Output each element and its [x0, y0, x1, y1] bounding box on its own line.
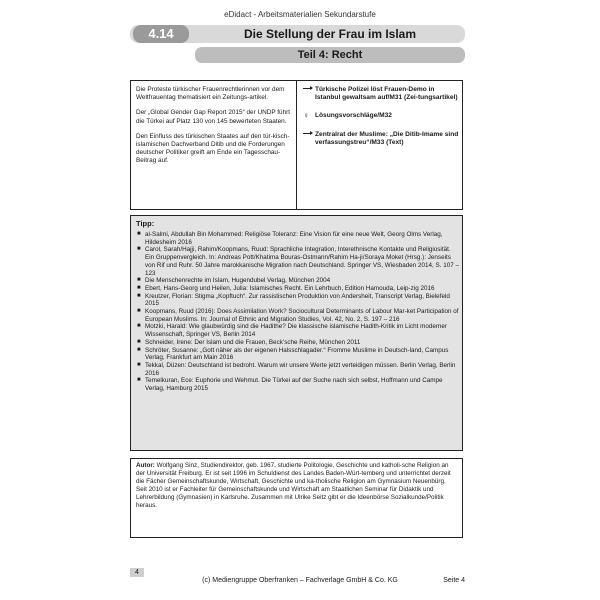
tip-item — [136, 277, 459, 285]
tip-text: Die Menschenrechte im Islam, Hugendubel Verlag, München 2004 — [145, 277, 331, 285]
tip-text: Schneider, Irene: Der Islam und die Frauen, Beck’sche Reihe, München 2011 — [145, 338, 361, 346]
tip-item — [136, 323, 459, 338]
bullet-icon: ■ — [137, 323, 141, 330]
intro-left-column — [136, 86, 292, 173]
arrow-icon — [303, 86, 312, 94]
tip-item — [136, 377, 459, 392]
tip-text: Carol, Sarah/Hajji, Rahim/Koopmans, Ruud: Sprachliche Integration, Interethnische Kontakte und Religiosität. Ein Gruppenvergleich. In: Andreas Pott/Khatima Bouras-Ostmann/Rahim Ha-ji/Soraya Moket (Hrsg.): Jenseits von Rif und Ruhr. 50 Jahre marokkanische Migration nach Deutschland. Springer VS, Wiesbaden 2014, S. 107 – 123 — [145, 246, 459, 277]
tip-text: Schröter, Susanne: „Gott näher als der eigenen Halsschlagader.“ Fromme Muslime in Deutsch-land, Campus Verlag, Frankfurt am Main 2016 — [145, 346, 449, 362]
material-item — [302, 112, 460, 120]
tip-item — [136, 362, 459, 377]
arrow-icon — [303, 131, 312, 139]
bullet-icon: ■ — [137, 308, 141, 315]
tip-list — [136, 231, 459, 393]
tip-item — [136, 347, 459, 362]
footer-page-label: Seite 4 — [443, 577, 465, 584]
footer-copyright: (c) Mediengruppe Oberfranken – Fachverlage GmbH & Co. KG — [202, 577, 398, 584]
material-item — [302, 86, 460, 102]
bullet-icon: ■ — [137, 346, 141, 353]
bullet-icon: ■ — [137, 338, 141, 345]
tip-text: Motzki, Harald: Wie glaubwürdig sind die Hadithe? Die klassische islamische Hadith-Kritik im Licht moderner Wissenschaft, Springer VS, Berlin 2014 — [145, 323, 448, 339]
tip-text: Temelkuran, Ece: Euphorie und Wehmut. Die Türkei auf der Suche nach sich selbst, Hoffmann und Campe Verlag, Hamburg 2015 — [145, 377, 443, 393]
material-label: Lösungsvorschläge/M32 — [315, 112, 392, 120]
bullet-icon: ■ — [137, 284, 141, 291]
tip-text: Kreutzer, Florian: Stigma „Kopftuch“. Zur rassistischen Produktion von Andersheit, Transcript Verlag, Bielefeld 2015 — [145, 292, 450, 308]
tip-text: Koopmans, Ruud (2016): Does Assimilation Work? Sociocultural Determinants of Labour Mar-ket Participation of European Muslims. In: Journal of Ethnic and Migration Studies, Vol. 42, No. 2, S. 197 – 216 — [145, 308, 459, 323]
tip-text: Tekkal, Düzen: Deutschland ist bedroht. Warum wir unsere Werte jetzt verteidigen müssen. Berlin Verlag, Berlin 2016 — [145, 361, 456, 377]
tip-item — [136, 285, 459, 293]
bullet-icon: ■ — [137, 231, 141, 237]
bullet-icon: ■ — [137, 277, 141, 284]
bullet-icon: ■ — [137, 292, 141, 299]
column-divider — [296, 81, 297, 209]
tip-text: Ebert, Hans-Georg und Heilen, Julia: Islamisches Recht. Ein Lehrbuch, Edition Hamouda, Leip-zig 2016 — [145, 284, 435, 292]
publisher-line: eDidact - Arbeitsmaterialien Sekundarstufe — [224, 10, 376, 19]
bullet-icon: ■ — [137, 246, 141, 253]
tip-item — [136, 246, 459, 277]
chapter-number: 4.14 — [133, 25, 189, 43]
page-title: Die Stellung der Frau im Islam — [243, 27, 417, 41]
footer-page-number: 4 — [130, 568, 144, 577]
tip-box — [130, 215, 463, 451]
bullet-icon: ■ — [137, 377, 141, 384]
page-subtitle: Teil 4: Recht — [195, 47, 465, 63]
intro-box — [130, 80, 463, 210]
material-label: Türkische Polizei löst Frauen-Demo in Istanbul gewaltsam auf/M31 (Zei-tungsartikel) — [315, 86, 458, 102]
intro-paragraph: Den Einfluss des türkischen Staates auf den tür-kisch-islamischen Dachverband Ditib und die Forderungen deutscher Politiker greift am Ende ein Tagesschau-Beitrag auf. — [136, 132, 290, 165]
author-text: Wolfgang Sinz, Studiendirektor, geb. 1967, studierte Politologie, Geschichte und katholi-sche Religion an der Universität Freiburg. Er ist seit 1996 im Schuldienst des Landes Baden-Würt-temberg und unterrichtet derzeit die Fächer Gemeinschaftskunde, Wirtschaft, Geschichte und ka-tholische Religion am Gymnasium Neuenbürg. Seit 2010 ist er Fachleiter für Gemeinschaftskunde und Wirtschaft am Staatlichen Seminar für Didaktik und Lehrerbildung (Gymnasien) in Karlsruhe. Zusammen mit Ulrike Seitz gibt er die Ideenbörse Sozialkunde/Politik heraus. — [136, 462, 451, 509]
tip-text: al-Salmi, Abdullah Bin Mohammed: Religiöse Toleranz: Eine Vision für eine neue Welt, Georg Olms Verlag, Hildesheim 2016 — [145, 231, 443, 246]
material-item — [302, 131, 460, 147]
intro-paragraph: Der „Global Gender Gap Report 2015“ der UNDP führt die Türkei auf Platz 130 von 145 bewerteten Staaten. — [136, 109, 291, 125]
tip-item — [136, 293, 459, 308]
lightbulb-icon: ♀ — [303, 111, 309, 121]
tip-item — [136, 339, 459, 347]
tip-title: Tipp: — [136, 219, 155, 228]
bullet-icon: ■ — [137, 361, 141, 368]
author-box — [130, 458, 463, 538]
tip-item — [136, 231, 459, 246]
intro-paragraph: Die Proteste türkischer Frauenrechtlerinnen vor dem Weltfrauentag thematisiert ein Zeitungs-artikel. — [136, 86, 285, 102]
intro-right-column — [302, 86, 460, 157]
tip-item — [136, 308, 459, 323]
material-label: Zentralrat der Muslime: „Die Ditib-Imame sind verfassungstreu“/M33 (Text) — [315, 130, 459, 146]
author-label: Autor: — [136, 462, 155, 469]
